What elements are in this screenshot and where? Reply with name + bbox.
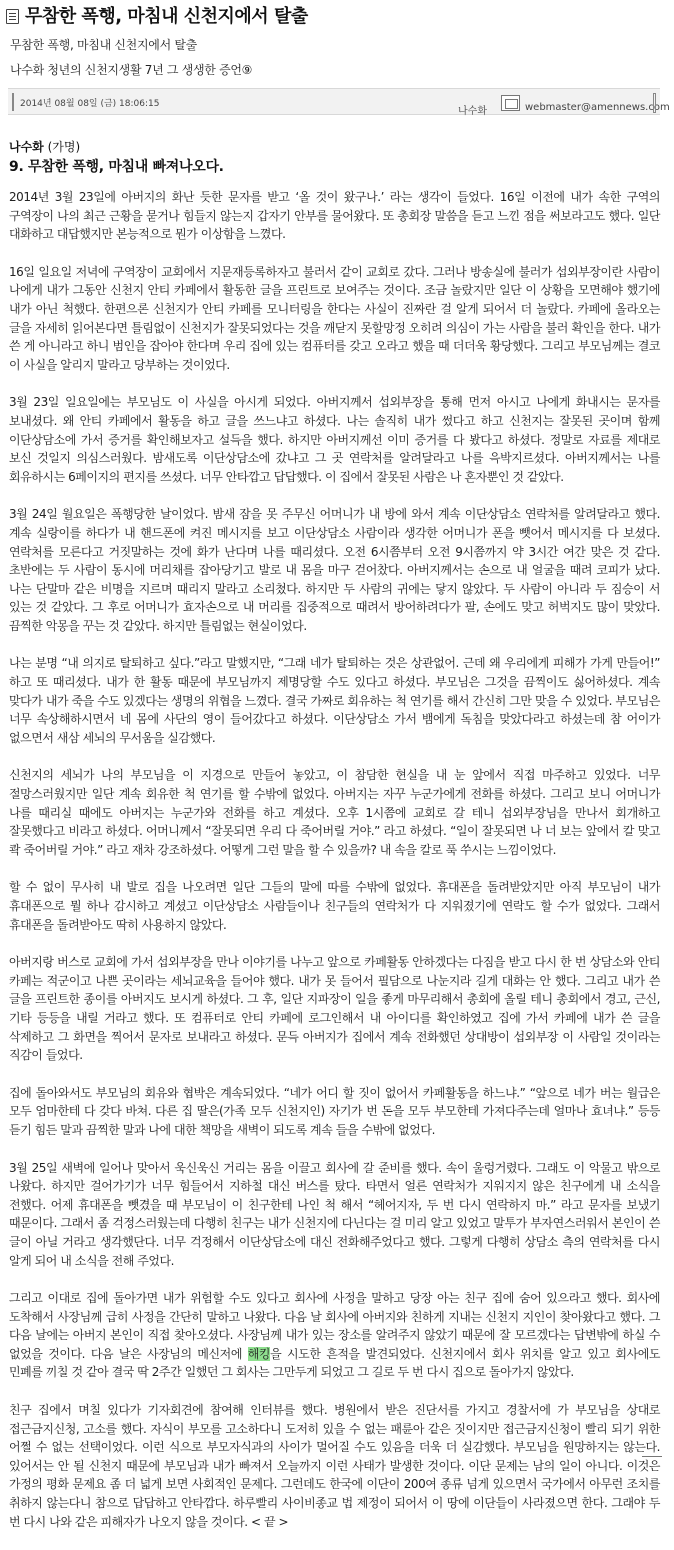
- paragraph: 3월 24일 월요일은 폭행당한 날이었다. 밤새 잠을 못 주무신 어머니가 내 방에 와서 계속 이단상담소 연락처를 알려달라고 했다. 계속 실랑이를 하다가 내 핸드폰에 켜진 메시지를 보고 이단상담소 사람이라 생각한 어머니가 폰을 뺏어서 메시지를 다 보셨다. 연락처를 모른다고 거짓말하는 것에 화가 난다며 나를 때리셨다. 오전 6시쯤부터 오전 9시쯤까지 약 3시간 여간 맞은 것 같다. 초반에는 두 사람이 동시에 머리채를 잡아당기고 발로 내 몸을 마구 걷어찼다. 아버지께서는 손으로 내 얼굴을 때려 코피가 났다. 나는 단말마 같은 비명을 지르며 때리지 말라고 소리쳤다. 하지만 두 사람의 귀에는 닿지 않았다. 두 사람이 아니라 두 짐승이 서 있는 것 같았다. 그 후로 어머니가 효자손으로 내 머리를 집중적으로 때려서 방어하려다가 팔, 손에도 맞고 허벅지도 많이 맞았다. 끔찍한 악몽을 꾸는 것 같았다. 하지만 틀림없는 현실이었다.: [9, 507, 660, 633]
- paragraph: 16일 일요일 저녁에 구역장이 교회에서 지문재등록하자고 불러서 같이 교회로 갔다. 그러나 방송실에 불러가 섭외부장이란 사람이 나에게 내가 그동안 신천지 안티 카페에서 활동한 글을 프린트로 보여주는 것이다. 조금 놀랐지만 일단 이 상황을 모면해야 했기에 내가 아닌 척했다. 한편으론 신천지가 안티 카페를 모니터링을 한다는 사실이 진짜란 걸 알게 되어서 더 놀랐다. 카페에 올라오는 글을 자세히 읽어본다면 틀림없이 신천지가 잘못되었다는 것을 깨닫지 못할망정 오히려 의심이 가는 사람을 불러 확인을 한다. 내가 쓴 게 아니라고 하니 범인을 잡아야 한다며 우리 집에 있는 컴퓨터를 갖고 오라고 했을 때 더더욱 황당했다. 그리고 부모님께는 결코 이 사실을 알리지 말라고 당부하는 것이었다.: [9, 264, 660, 372]
- right-bracket-icon: [653, 93, 656, 113]
- chapter-title: 9. 무참한 폭행, 마침내 빠져나오다.: [9, 159, 224, 175]
- paragraph: 친구 집에서 며칠 있다가 기자회견에 참여해 인터뷰를 했다. 병원에서 받은 진단서를 가지고 경찰서에 가 부모님을 상대로 접근금지신청, 고소를 했다. 자식이 부모를 고소하다니 도저히 있을 수 없는 패륜아 같은 짓이지만 접근금지신청이 빨리 되기 위한 어쩔 수 없는 선택이었다. 이런 식으로 부모자식과의 사이가 멀어질 수도 있음을 더욱 더 실감했다. 부모님을 원망하지는 않는다. 있어서는 안 될 신천지 때문에 부모님과 내가 빠져서 오늘까지 이런 사태가 발생한 것이다. 이단 문제는 남의 일이 아니다. 이것은 가정의 평화 문제요 좀 더 넓게 보면 사회적인 문제다. 그런데도 한국에 이단이 200여 종류 넘게 있으면서 국가에서 아무런 조치를 취하지 않는다니 참으로 답답하고 안타깝다. 하루빨리 사이비종교 법 제정이 되어서 이 땅에 이단들이 사라졌으면 한다. 그래야 두 번 다시 나와 같은 피해자가 나오지 않을 것이다. < 끝 >: [9, 1403, 660, 1529]
- byline: [9, 138, 80, 155]
- highlighted-word: 해킹: [247, 1346, 271, 1361]
- paragraph: 할 수 없이 무사히 내 발로 집을 나오려면 일단 그들의 말에 따를 수밖에 없었다. 휴대폰을 돌려받았지만 아직 부모님이 내가 휴대폰으로 뭘 하나 감시하고 계셨고 이단상담소 사람들이나 친구들의 연락처가 다 지워졌기에 연락도 할 수가 없었다. 그래서 휴대폰을 돌려받아도 딱히 사용하지 않았다.: [9, 880, 660, 932]
- paragraph: 집에 돌아와서도 부모님의 회유와 협박은 계속되었다. “네가 어디 할 짓이 없어서 카페활동을 하느냐.” “앞으로 네가 버는 월급은 모두 엄마한테 다 갖다 바쳐. 다른 집 딸은(가족 모두 신천지인) 자기가 번 돈을 모두 부모한테 가져다주는데 얼마나 효녀냐.” 등등 듣기 힘든 말과 끔찍한 말과 나에 대한 책망을 새벽이 되도록 계속 들을 수밖에 없었다.: [9, 1085, 660, 1137]
- publish-date: 2014년 08월 08일 (금) 18:06:15: [20, 99, 160, 109]
- paragraph: 아버지랑 버스로 교회에 가서 섭외부장을 만나 이야기를 나누고 앞으로 카페활동 안하겠다는 다짐을 받고 다시 한 번 상담소와 안티 카페는 적군이고 나쁜 곳이라는 세뇌교육을 들어야 했다. 내가 못 들어서 필담으로 나눈지라 길게 대화는 안 했다. 그리고 내가 쓴 글을 프린트한 종이를 아버지도 보시게 하셨다. 그 후, 일단 지파장이 일을 좋게 마무리해서 총회에 올릴 테니 총회에서 경고, 근신, 기타 등등을 내릴 거라고 했다. 또 컴퓨터로 안티 카페에 로그인해서 내 아이디를 확인하였고 집에 가서 카페에 내가 쓴 글을 삭제하고 그 화면을 찍어서 문자로 보내라고 하셨다. 문득 아버지가 집에서 계속 전화했던 상대방이 섭외부장 이 사람일 것이라는 직감이 들었다.: [9, 955, 660, 1063]
- article-header: [6, 2, 666, 28]
- scroll-end-marker: [642, 1456, 662, 1462]
- paragraph: 나는 분명 “내 의지로 탈퇴하고 싶다.”라고 말했지만, “그래 네가 탈퇴하는 것은 상관없어. 근데 왜 우리에게 피해가 가게 만들어!” 하고 또 때리셨다. 내가 한 활동 때문에 부모님까지 제명당할 수도 있다고 하셨다. 부모님은 그것을 끔찍이도 싫어하셨다. 계속 맞다가 내가 죽을 수도 있겠다는 생명의 위협을 느꼈다. 결국 가짜로 회유하는 척 연기를 해서 간신히 그만 맞을 수 있었다. 부모님은 너무 속상해하시면서 네 몸에 사단의 영이 들어갔다고 하셨다. 이단상담소 가서 뱀에게 독침을 맞았다라고 하셨는데 참 어이가 없으면서 새삼 세뇌의 무서움을 실감했다.: [9, 656, 660, 745]
- subtitle-headline: 무참한 폭행, 마침내 신천지에서 탈출: [10, 38, 197, 52]
- meta-author: 나수화: [458, 106, 487, 117]
- paragraph: 3월 25일 새벽에 일어나 맞아서 욱신욱신 거리는 몸을 이끌고 회사에 갈 준비를 했다. 속이 울렁거렸다. 그래도 이 악물고 밖으로 나왔다. 하지만 걸어가기가 너무 힘들어서 지하철 대신 버스를 탔다. 타면서 얼른 연락처가 지워지지 않은 친구에게 내 소식을 전했다. 어제 휴대폰을 뺏겼을 때 부모님이 이 친구한테 나인 척 해서 “헤어지자, 두 번 다시 연락하지 마.” 라고 문자를 보냈기 때문이다. 그래서 좀 걱정스러웠는데 다행히 친구는 내가 신천지에 다닌다는 걸 미리 알고 있었고 말투가 부자연스러워서 본인이 쓴 글이 아닐 거라고 생각했단다. 너무 걱정해서 이단상담소에 대신 전화해주었다고 했다. 그렇게 다행히 상담소 측의 연락처를 다시 알게 되어 내 소식을 전해 주었다.: [9, 1160, 660, 1268]
- byline-note: (가명): [47, 140, 81, 154]
- paragraph-with-highlight: 그리고 이대로 집에 돌아가면 내가 위험할 수도 있다고 회사에 사정을 말하고 당장 아는 친구 집에 숨어 있으라고 했다. 회사에 도착해서 사장님께 급히 사정을 간단히 말하고 나왔다. 다음 날 회사에 아버지와 친하게 지내는 신천지 지인이 찾아왔다고 했다. 그 다음 날에는 아버지 본인이 직접 찾아오셨다. 사장님께 내가 있는 장소를 알려주지 않았기 때문에 잘 모르겠다는 답변밖에 하실 수 없었을 것이다. 다음 날은 사장님의 메신저에 해킹을 시도한 흔적을 발견되었다. 신천지에서 회사 위치를 알고 있고 회사에도 민폐를 끼칠 것 같아 결국 딱 2주간 일했던 그 회사는 그만두게 되었고 그 길로 두 번 다시 집으로 돌아가지 않았다.: [9, 1291, 660, 1380]
- mail-icon[interactable]: [501, 95, 520, 111]
- article-meta-bar: [8, 88, 670, 117]
- byline-name: 나수화: [9, 140, 44, 154]
- paragraph: 3월 23일 일요일에는 부모님도 이 사실을 아시게 되었다. 아버지께서 섭외부장을 통해 먼저 아시고 나에게 화내시는 문자를 보내셨다. 왜 안티 카페에서 활동을 하고 글을 쓰느냐고 하셨다. 나는 솔직히 내가 썼다고 하고 신천지는 잘못된 곳이며 함께 이단상담소에 가서 증거를 확인해보자고 설득을 했다. 하지만 아버지께선 이미 증거를 다 봤다고 하셨다. 정말로 자료를 제대로 보신 것일지 의심스러웠다. 밤새도록 이단상담소에 갔냐고 그 곳 연락처를 알려달라고 나를 윽박지르셨다. 아버지께서는 나를 회유하시는 6페이지의 편지를 쓰셨다. 너무 안타깝고 답답했다. 이 집에서 잘못된 사람은 나 혼자뿐인 것 같았다.: [9, 395, 660, 484]
- paragraph: 신천지의 세뇌가 나의 부모님을 이 지경으로 만들어 놓았고, 이 참담한 현실을 내 눈 앞에서 직접 마주하고 있었다. 너무 절망스러웠지만 일단 계속 회유한 척 연기를 할 수밖에 없었다. 아버지는 자꾸 누군가에게 전화를 하셨다. 그리고 보니 어머니가 나를 때리실 때에도 아버지는 누군가와 전화를 하고 계셨다. 오후 1시쯤에 교회로 갈 테니 섭외부장님을 만나서 회개하고 잘못했다고 비라고 하셨다. 어머니께서 “잘못되면 우리 다 죽어버릴 거야.” 라고 하셨다. “일이 잘못되면 나 너 보는 앞에서 칼 맞고 콱 죽어버릴 거야.” 라고 재차 강조하셨다. 어떻게 그런 말을 할 수 있을까? 내 속을 칼로 푹 쑤시는 느낌이었다.: [9, 768, 660, 857]
- subtitle-series: 나수화 청년의 신천지생활 7년 그 생생한 증언⑨: [10, 63, 253, 77]
- left-bracket-icon: [12, 93, 14, 111]
- author-email-link[interactable]: webmaster@amennews.com: [525, 102, 670, 113]
- paragraph: 2014년 3월 23일에 아버지의 화난 듯한 문자를 받고 ‘올 것이 왔구나.’ 라는 생각이 들었다. 16일 이전에 내가 속한 구역의 구역장이 나의 최근 근황을 묻거나 힘들지 않는지 갑자기 안부를 물어왔다. 또 총회장 말씀을 듣고 느낀 점을 써보라고도 했다. 일단 대화하고 대답했지만 본능적으로 뭔가 이상함을 느꼈다.: [9, 190, 660, 242]
- article-body: [9, 188, 660, 1550]
- document-icon: [6, 9, 19, 24]
- page-title: 무참한 폭행, 마침내 신천지에서 탈출: [25, 6, 308, 27]
